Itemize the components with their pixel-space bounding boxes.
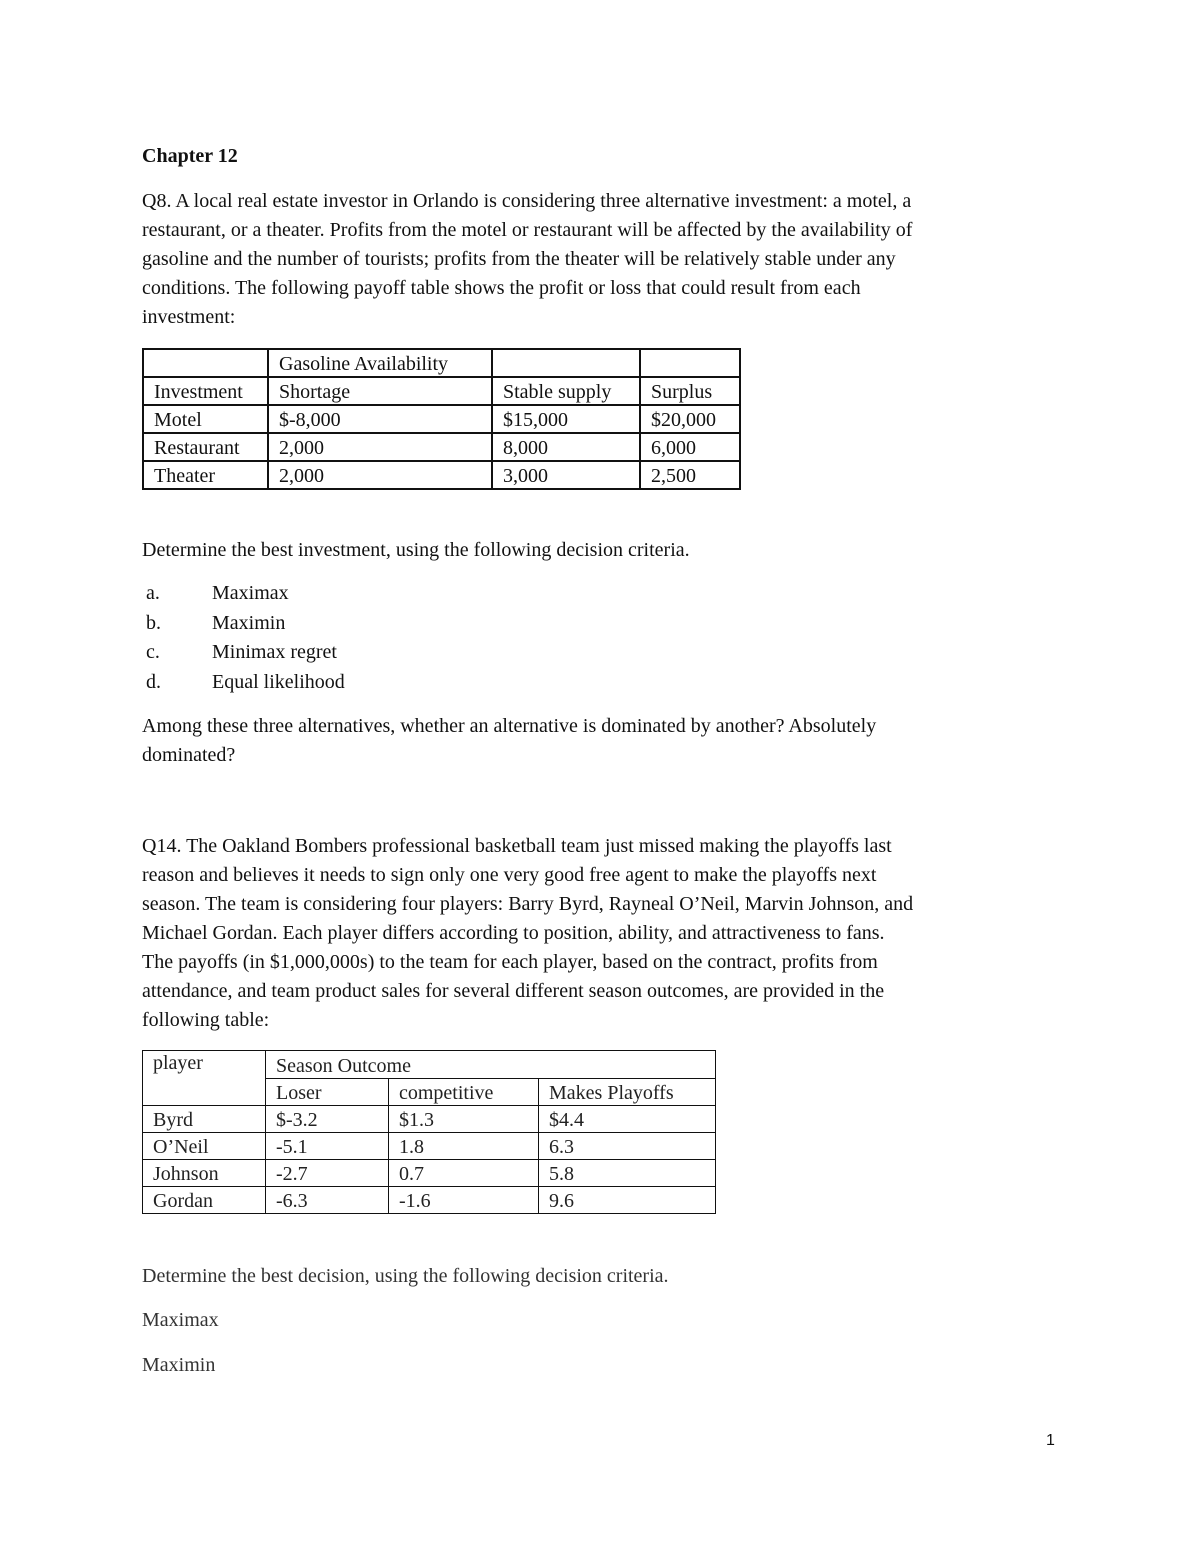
list-label: Equal likelihood <box>212 671 345 694</box>
q8-followup <box>142 712 876 770</box>
investment-payoff-table <box>142 348 741 490</box>
q14-line: reason and believes it needs to sign only one very good free agent to make the playoffs next <box>142 864 877 886</box>
q8-line: conditions. The following payoff table shows the profit or loss that could result from each <box>142 277 861 299</box>
table-cell: $4.4 <box>539 1106 716 1133</box>
q14-criterion: Maximin <box>142 1354 216 1376</box>
q14-line: Q14. The Oakland Bombers professional basketball team just missed making the playoffs last <box>142 835 892 857</box>
table-cell: 1.8 <box>389 1133 539 1160</box>
group-header: Gasoline Availability <box>268 349 492 377</box>
table-cell: Motel <box>143 405 268 433</box>
column-header: competitive <box>389 1078 539 1106</box>
q8-line: investment: <box>142 306 236 328</box>
column-header: Surplus <box>640 377 740 405</box>
table-row <box>143 1187 716 1214</box>
table-cell: -2.7 <box>266 1160 389 1187</box>
q14-line: season. The team is considering four players: Barry Byrd, Rayneal O’Neil, Marvin Johnson, and <box>142 893 914 915</box>
table-cell: $1.3 <box>389 1106 539 1133</box>
list-item <box>142 668 345 698</box>
table-row <box>143 433 740 461</box>
table-cell: -5.1 <box>266 1133 389 1160</box>
table-row <box>143 349 740 377</box>
table-cell: 2,000 <box>268 433 492 461</box>
column-header: Makes Playoffs <box>539 1078 716 1106</box>
table-cell: 3,000 <box>492 461 640 489</box>
list-label: Maximin <box>212 611 286 634</box>
q14-line: The payoffs (in $1,000,000s) to the team for each player, based on the contract, profits from <box>142 951 878 973</box>
list-marker: c. <box>146 641 160 664</box>
list-item <box>142 579 345 609</box>
list-marker: a. <box>146 582 160 604</box>
table-cell: Gordan <box>143 1187 266 1214</box>
column-header: Shortage <box>268 377 492 405</box>
table-row <box>143 1160 716 1187</box>
column-header: Stable supply <box>492 377 640 405</box>
table-header-row <box>143 377 740 405</box>
list-item <box>142 638 345 668</box>
player-payoff-table <box>142 1050 716 1214</box>
table-cell: $15,000 <box>492 405 640 433</box>
table-cell: Byrd <box>143 1106 266 1133</box>
list-label: Minimax regret <box>212 641 337 664</box>
q14-criterion: Maximax <box>142 1309 219 1331</box>
q8-instruction: Determine the best investment, using the following decision criteria. <box>142 539 690 561</box>
page-number: 1 <box>1046 1432 1055 1449</box>
table-cell: 6,000 <box>640 433 740 461</box>
column-header: Loser <box>266 1078 389 1106</box>
table-cell: Theater <box>143 461 268 489</box>
row-header: player <box>143 1051 266 1106</box>
table-cell: 5.8 <box>539 1160 716 1187</box>
table-cell: $20,000 <box>640 405 740 433</box>
q14-text <box>142 832 913 1035</box>
list-marker: d. <box>146 671 161 694</box>
q14-line: following table: <box>142 1009 270 1031</box>
table-cell: 9.6 <box>539 1187 716 1214</box>
q14-line: Michael Gordan. Each player differs according to position, ability, and attractiveness to fans. <box>142 922 885 944</box>
q8-text <box>142 187 912 332</box>
followup-line: dominated? <box>142 744 236 766</box>
table-cell: 8,000 <box>492 433 640 461</box>
table-row <box>143 405 740 433</box>
table-cell: 6.3 <box>539 1133 716 1160</box>
table-cell: -1.6 <box>389 1187 539 1214</box>
column-header: Investment <box>143 377 268 405</box>
followup-line: Among these three alternatives, whether an alternative is dominated by another? Absolutely <box>142 715 877 737</box>
table-row <box>143 1133 716 1160</box>
table-cell: O’Neil <box>143 1133 266 1160</box>
table-cell: $-8,000 <box>268 405 492 433</box>
table-row <box>143 1106 716 1133</box>
q8-line: Q8. A local real estate investor in Orlando is considering three alternative investment: a motel, a <box>142 190 912 212</box>
q14-line: attendance, and team product sales for several different season outcomes, are provided in the <box>142 980 885 1002</box>
list-marker: b. <box>146 611 161 634</box>
table-cell: 2,500 <box>640 461 740 489</box>
chapter-title: Chapter 12 <box>142 145 238 167</box>
table-row <box>143 1051 716 1079</box>
table-cell: Restaurant <box>143 433 268 461</box>
q8-criteria-list <box>142 579 345 698</box>
table-cell: 2,000 <box>268 461 492 489</box>
q8-line: gasoline and the number of tourists; profits from the theater will be relatively stable under any <box>142 248 896 270</box>
group-header: Season Outcome <box>266 1051 716 1079</box>
table-cell: -6.3 <box>266 1187 389 1214</box>
q8-line: restaurant, or a theater. Profits from the motel or restaurant will be affected by the availability of <box>142 219 913 241</box>
q14-instruction: Determine the best decision, using the following decision criteria. <box>142 1265 669 1287</box>
list-label: Maximax <box>212 582 289 604</box>
list-item <box>142 609 345 639</box>
table-cell: $-3.2 <box>266 1106 389 1133</box>
table-cell: 0.7 <box>389 1160 539 1187</box>
table-cell: Johnson <box>143 1160 266 1187</box>
table-row <box>143 461 740 489</box>
